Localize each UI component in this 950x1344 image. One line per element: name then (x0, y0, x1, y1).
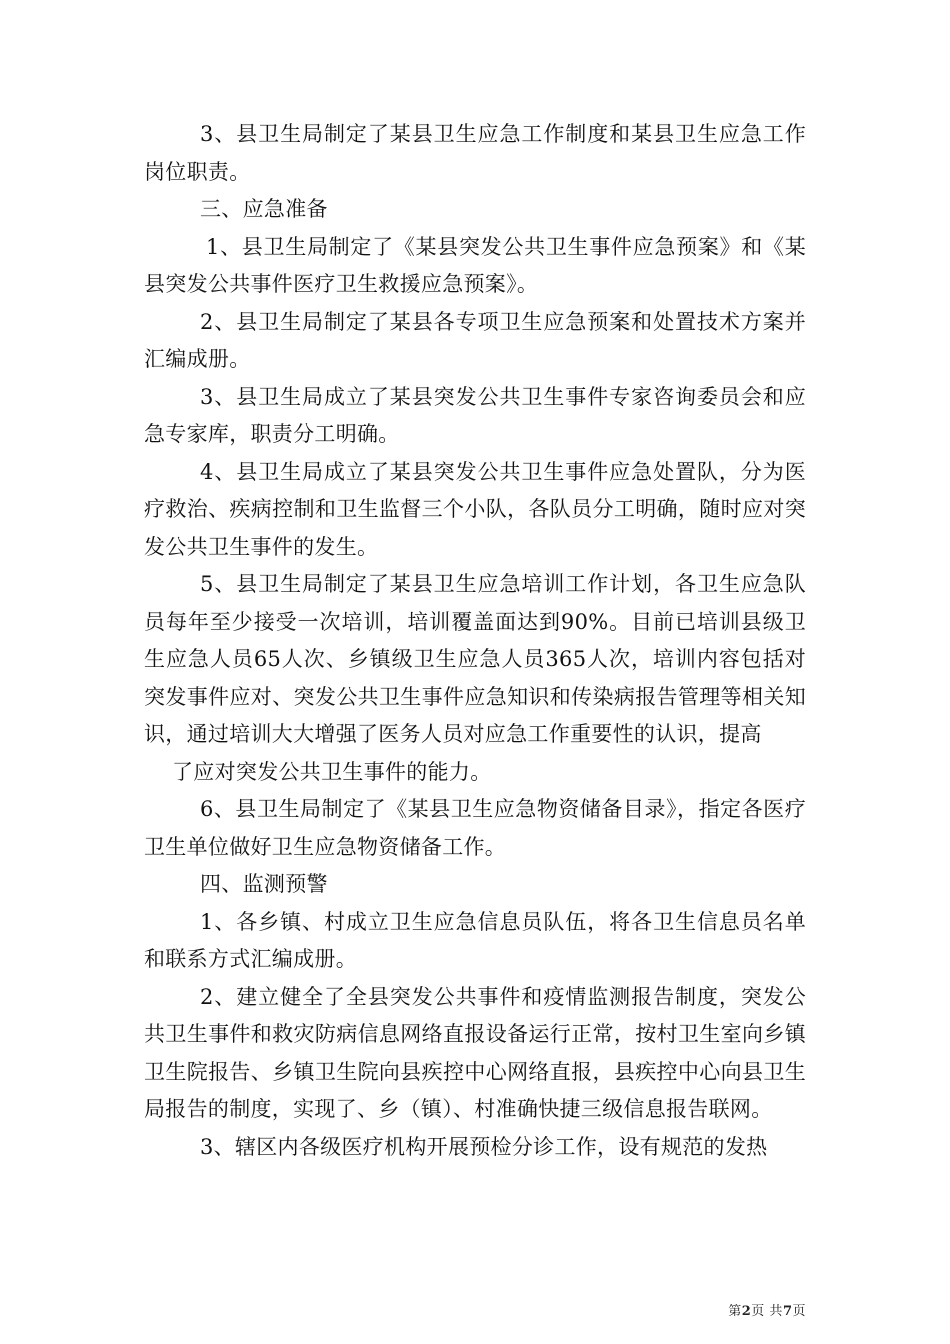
page-footer (728, 1300, 806, 1319)
paragraph: 2、县卫生局制定了某县各专项卫生应急预案和处置技术方案并汇编成册。 (144, 309, 806, 371)
paragraph: 了应对突发公共卫生事件的能力。 (172, 759, 492, 784)
footer-suffix: 页 (792, 1304, 806, 1319)
footer-middle: 页 共 (751, 1304, 783, 1319)
paragraph: 5、县卫生局制定了某县卫生应急培训工作计划，各卫生应急队员每年至少接受一次培训，培训覆盖面达到90%。目前已培训县级卫生应急人员65人次、乡镇级卫生应急人员365人次，培训内容包括对突发事件应对、突发公共卫生事件应急知识和传染病报告管理等相关知识，通过培训大大增强了医务人员对应急工作重要性的认识，提高 (144, 572, 806, 746)
section-heading: 四、监测预警 (200, 872, 328, 896)
paragraph: 3、辖区内各级医疗机构开展预检分诊工作，设有规范的发热 (200, 1134, 768, 1159)
paragraph: 4、县卫生局成立了某县突发公共卫生事件应急处置队，分为医疗救治、疾病控制和卫生监督三个小队，各队员分工明确，随时应对突发公共卫生事件的发生。 (144, 459, 806, 559)
paragraph: 3、县卫生局成立了某县突发公共卫生事件专家咨询委员会和应急专家库，职责分工明确。 (144, 384, 806, 446)
current-page-number: 2 (741, 1304, 752, 1319)
section-heading: 三、应急准备 (200, 197, 328, 221)
paragraph: 3、县卫生局制定了某县卫生应急工作制度和某县卫生应急工作岗位职责。 (144, 122, 806, 184)
paragraph: 1、县卫生局制定了《某县突发公共卫生事件应急预案》和《某县突发公共事件医疗卫生救援应急预案》。 (144, 234, 806, 296)
paragraph: 6、县卫生局制定了《某县卫生应急物资储备目录》，指定各医疗卫生单位做好卫生应急物资储备工作。 (144, 797, 806, 859)
footer-prefix: 第 (728, 1304, 742, 1319)
paragraph: 1、各乡镇、村成立卫生应急信息员队伍，将各卫生信息员名单和联系方式汇编成册。 (144, 909, 806, 971)
document-body (144, 116, 806, 1166)
paragraph: 2、建立健全了全县突发公共事件和疫情监测报告制度，突发公共卫生事件和救灾防病信息网络直报设备运行正常，按村卫生室向乡镇卫生院报告、乡镇卫生院向县疾控中心网络直报，县疾控中心向县卫生局报告的制度，实现了、乡（镇）、村准确快捷三级信息报告联网。 (144, 984, 806, 1121)
total-pages-number: 7 (782, 1304, 793, 1319)
